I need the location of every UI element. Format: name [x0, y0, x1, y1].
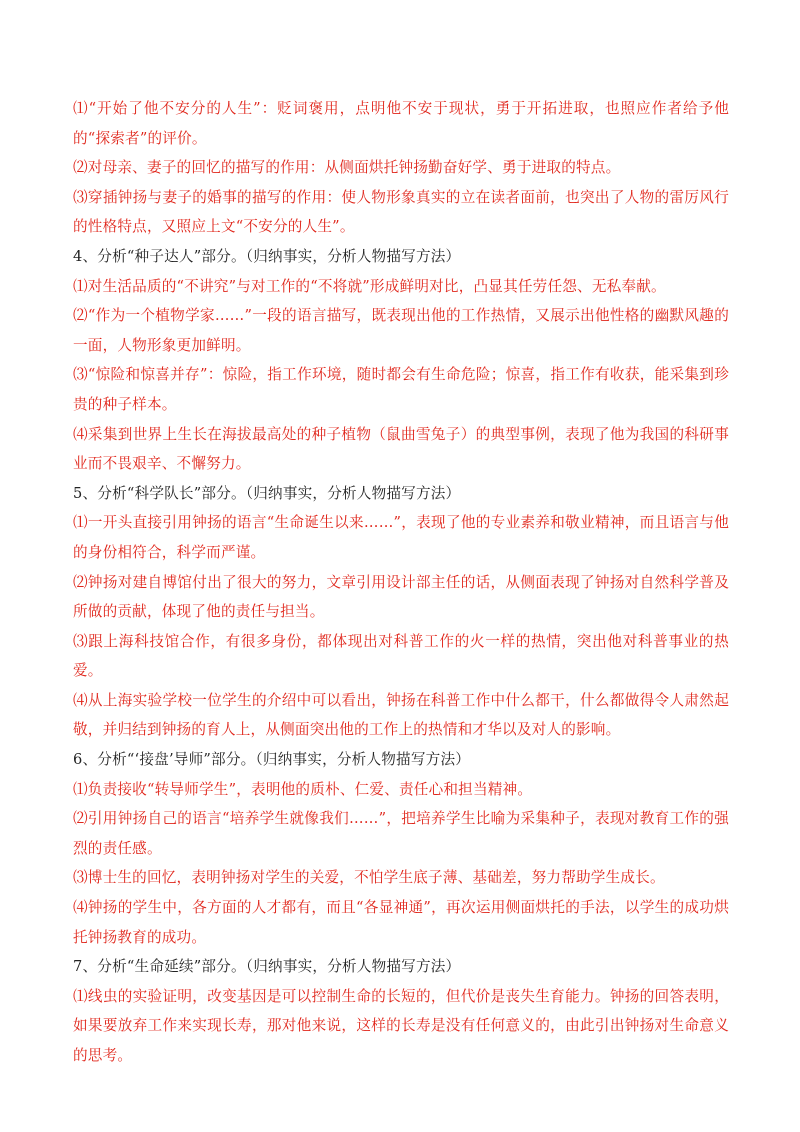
answer-paragraph: ⑶博士生的回忆，表明钟扬对学生的关爱，不怕学生底子薄、基础差，努力帮助学生成长。 [73, 869, 665, 887]
answer-paragraph: ⑶跟上海科技馆合作，有很多身份，都体现出对科普工作的火一样的热情，突出他对科普事业的热爱。 [73, 632, 729, 680]
answer-paragraph: ⑷从上海实验学校一位学生的介绍中可以看出，钟扬在科普工作中什么都干，什么都做得令人肃然起敬，并归结到钟扬的育人上，从侧面突出他的工作上的热情和才华以及对人的影响。 [73, 691, 729, 739]
answer-paragraph: ⑶穿插钟扬与妻子的婚事的描写的作用：使人物形象真实的立在读者面前，也突出了人物的雷厉风行的性格特点，又照应上文“不安分的人生”。 [73, 188, 729, 236]
answer-paragraph: ⑴线虫的实验证明，改变基因是可以控制生命的长短的，但代价是丧失生育能力。钟扬的回答表明，如果要放弃工作来实现长寿，那对他来说，这样的长寿是没有任何意义的，由此引出钟扬对生命意义的思考。 [73, 987, 729, 1064]
answer-paragraph: ⑴“开始了他不安分的人生”：贬词褒用，点明他不安于现状，勇于开拓进取，也照应作者给予他的“探索者”的评价。 [73, 100, 729, 147]
question-heading: 6、分析“‘接盘’导师”部分。（归纳事实，分析人物描写方法） [73, 751, 471, 769]
answer-paragraph: ⑴负责接收“转导师学生”，表明他的质朴、仁爱、责任心和担当精神。 [73, 780, 533, 798]
answer-paragraph: ⑴对生活品质的“不讲究”与对工作的“不将就”形成鲜明对比，凸显其任劳任怨、无私奉献。 [73, 277, 666, 295]
document-page [73, 94, 729, 1071]
answer-paragraph: ⑵“作为一个植物学家……”一段的语言描写，既表现出他的工作热情，又展示出他性格的幽默风趣的一面，人物形象更加鲜明。 [73, 307, 729, 354]
question-heading: 4、分析“种子达人”部分。（归纳事实，分析人物描写方法） [73, 247, 461, 265]
answer-paragraph: ⑵钟扬对建自博馆付出了很大的努力，文章引用设计部主任的话，从侧面表现了钟扬对自然科学普及所做的贡献，体现了他的责任与担当。 [73, 573, 729, 621]
question-heading: 7、分析“生命延续”部分。（归纳事实，分析人物描写方法） [73, 958, 461, 976]
answer-paragraph: ⑷采集到世界上生长在海拔最高处的种子植物（鼠曲雪兔子）的典型事例，表现了他为我国的科研事业而不畏艰辛、不懈努力。 [73, 425, 729, 473]
answer-paragraph: ⑵引用钟扬自己的语言“培养学生就像我们……”，把培养学生比喻为采集种子，表现对教育工作的强烈的责任感。 [73, 810, 729, 857]
answer-paragraph: ⑶“惊险和惊喜并存”：惊险，指工作环境，随时都会有生命危险；惊喜，指工作有收获，能采集到珍贵的种子样本。 [73, 366, 729, 413]
question-heading: 5、分析“科学队长”部分。（归纳事实，分析人物描写方法） [73, 484, 461, 502]
answer-paragraph: ⑴一开头直接引用钟扬的语言“生命诞生以来……”，表现了他的专业素养和敬业精神，而且语言与他的身份相符合，科学而严谨。 [73, 514, 729, 561]
answer-paragraph: ⑵对母亲、妻子的回忆的描写的作用：从侧面烘托钟扬勤奋好学、勇于进取的特点。 [73, 159, 621, 177]
answer-paragraph: ⑷钟扬的学生中，各方面的人才都有，而且“各显神通”，再次运用侧面烘托的手法，以学生的成功烘托钟扬教育的成功。 [73, 899, 729, 946]
